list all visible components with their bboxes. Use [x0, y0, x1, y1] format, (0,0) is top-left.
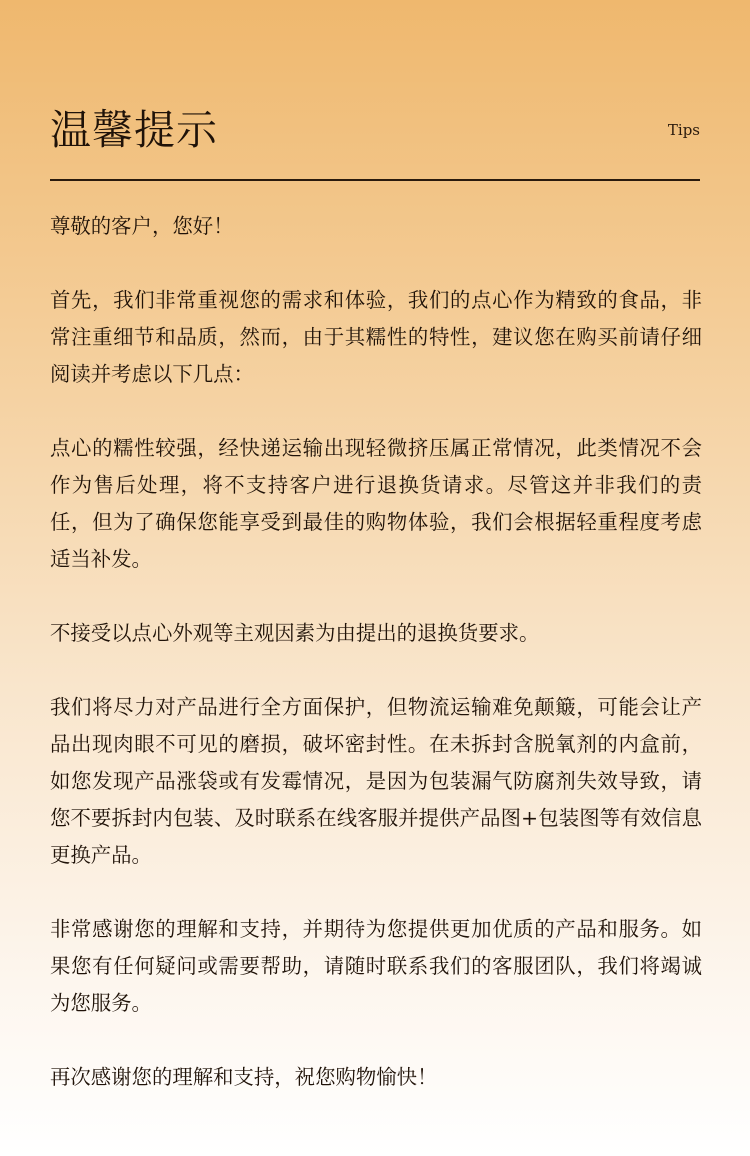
packaging-policy-paragraph: 我们将尽力对产品进行全方面保护，但物流运输难免颠簸，可能会让产品出现肉眼不可见的磨损，破坏密封性。在未拆封含脱氧剂的内盒前，如您发现产品涨袋或有发霉情况，是因为包装漏气防腐剂失效导致，请您不要拆封内包装、及时联系在线客服并提供产品图+包装图等有效信息更换产品。 [50, 695, 702, 867]
intro-paragraph: 首先，我们非常重视您的需求和体验，我们的点心作为精致的食品，非常注重细节和品质，然而，由于其糯性的特性，建议您在购买前请仔细阅读并考虑以下几点： [50, 288, 702, 386]
thanks-paragraph: 非常感谢您的理解和支持，并期待为您提供更加优质的产品和服务。如果您有任何疑问或需要帮助，请随时联系我们的客服团队，我们将竭诚为您服务。 [50, 917, 702, 1015]
page-title: 温馨提示 [50, 106, 218, 154]
notice-content [50, 208, 702, 1133]
tips-label: Tips [667, 121, 700, 139]
header [50, 104, 700, 181]
greeting-paragraph: 尊敬的客户，您好！ [50, 214, 234, 238]
squeeze-policy-paragraph: 点心的糯性较强，经快递运输出现轻微挤压属正常情况，此类情况不会作为售后处理，将不支持客户进行退换货请求。尽管这并非我们的责任，但为了确保您能享受到最佳的购物体验，我们会根据轻重程度考虑适当补发。 [50, 436, 702, 571]
appearance-policy-paragraph: 不接受以点心外观等主观因素为由提出的退换货要求。 [50, 621, 540, 645]
closing-paragraph: 再次感谢您的理解和支持，祝您购物愉快！ [50, 1065, 438, 1089]
